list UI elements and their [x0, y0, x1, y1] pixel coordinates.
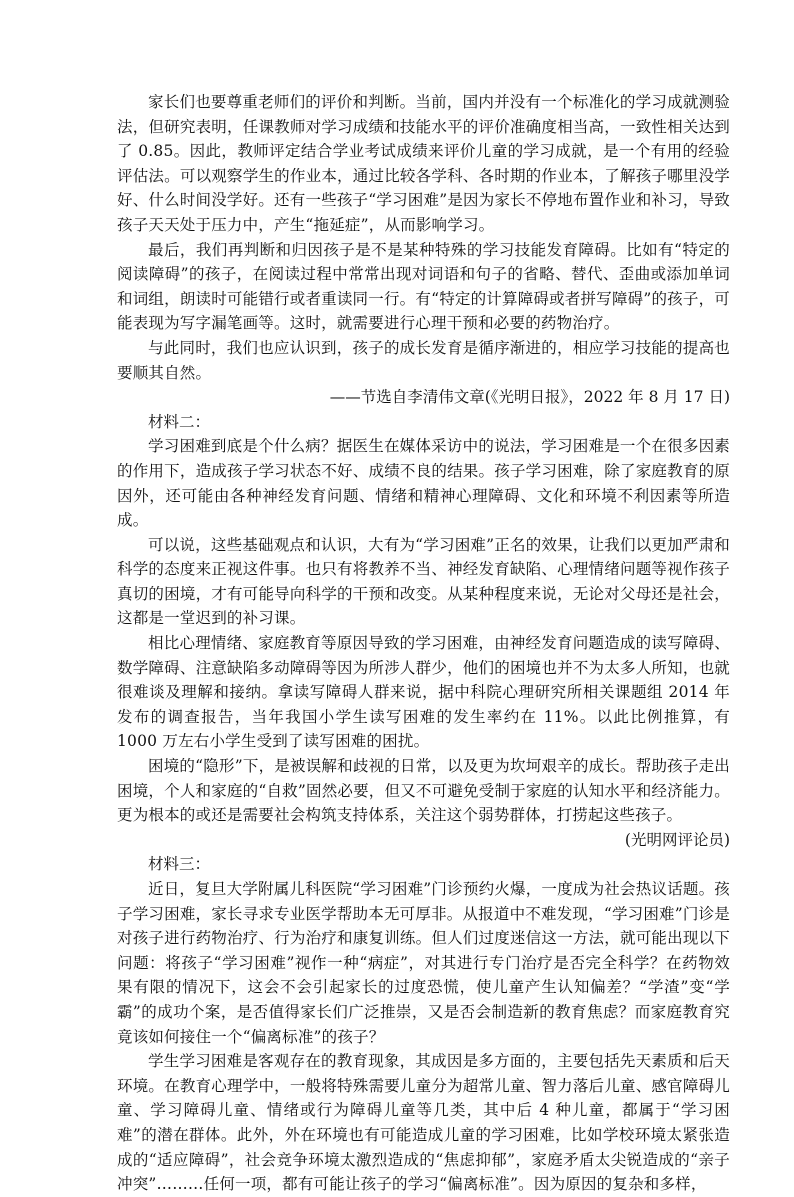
- material-three-heading: 材料三：: [148, 855, 211, 874]
- paragraph: 家长们也要尊重老师们的评价和判断。当前，国内并没有一个标准化的学习成就测验法，但研究表明，任课教师对学习成绩和技能水平的评价准确度相当高，一致性相关达到了 0.85。因此，教师评定结合学业考试成绩来评价儿童的学习成就，是一个有用的经验评估法。可以观察学生的作业本，通过比较各学科、各时期的作业本，了解孩子哪里没学好、什么时间没学好。还有一些孩子“学习困难”是因为家长不停地布置作业和补习，导致孩子天天处于压力中，产生“拖延症”，从而影响学习。: [117, 93, 730, 234]
- paragraph: 困境的“隐形”下，是被误解和歧视的日常，以及更为坎坷艰辛的成长。帮助孩子走出困境，个人和家庭的“自救”固然必要，但又不可避免受制于家庭的认知水平和经济能力。更为根本的或还是需要社会构筑支持体系，关注这个弱势群体，打捞起这些孩子。: [117, 757, 730, 825]
- paragraph: 最后，我们再判断和归因孩子是不是某种特殊的学习技能发育障碍。比如有“特定的阅读障碍”的孩子，在阅读过程中常常出现对词语和句子的省略、替代、歪曲或添加单词和词组，朗读时可能错行或者重读同一行。有“特定的计算障碍或者拼写障碍”的孩子，可能表现为写字漏笔画等。这时，就需要进行心理干预和必要的药物治疗。: [117, 240, 730, 333]
- paragraph: 学生学习困难是客观存在的教育现象，其成因是多方面的，主要包括先天素质和后天环境。在教育心理学中，一般将特殊需要儿童分为超常儿童、智力落后儿童、感官障碍儿童、学习障碍儿童、情绪或行为障碍儿童等几类，其中后 4 种儿童，都属于“学习困难”的潜在群体。此外，外在环境也有可能造成儿童的学习困难，比如学校环境太紧张造成的“适应障碍”，社会竞争环境太激烈造成的“焦虑抑郁”，家庭矛盾太尖锐造成的“亲子冲突”………任何一项，都有可能让孩子的学习“偏离标准”。因为原因的复杂和多样，: [117, 1052, 730, 1194]
- paragraph: 学习困难到底是个什么病？据医生在媒体采访中的说法，学习困难是一个在很多因素的作用下，造成孩子学习状态不好、成绩不良的结果。孩子学习困难，除了家庭教育的原因外，还可能由各种神经发育问题、情绪和精神心理障碍、文化和环境不利因素等所造成。: [117, 437, 730, 530]
- paragraph: 近日，复旦大学附属儿科医院“学习困难”门诊预约火爆，一度成为社会热议话题。孩子学习困难，家长寻求专业医学帮助本无可厚非。从报道中不难发现，“学习困难”门诊是对孩子进行药物治疗、行为治疗和康复训练。但人们过度迷信这一方法，就可能出现以下问题：将孩子“学习困难”视作一种“病症”，对其进行专门治疗是否完全科学？在药物效果有限的情况下，这会不会引起家长的过度恐慌，使儿童产生认知偏差？“学渣”变“学霸”的成功个案，是否值得家长们广泛推崇，又是否会制造新的教育焦虑？而家庭教育究竟该如何接住一个“偏离标准”的孩子？: [117, 880, 730, 1046]
- paragraph: 可以说，这些基础观点和认识，大有为“学习困难”正名的效果，让我们以更加严肃和科学的态度来正视这件事。也只有将教养不当、神经发育缺陷、心理情绪问题等视作孩子真切的困境，才有可能导向科学的干预和改变。从某种程度来说，无论对父母还是社会，这都是一堂迟到的补习课。: [117, 535, 730, 628]
- paragraph: 与此同时，我们也应认识到，孩子的成长发育是循序渐进的，相应学习技能的提高也要顺其自然。: [117, 338, 730, 382]
- source-citation-2: (光明网评论员): [624, 830, 730, 849]
- source-citation-1: ——节选自李清伟文章(《光明日报》，2022 年 8 月 17 日): [329, 388, 730, 407]
- paragraph: 相比心理情绪、家庭教育等原因导致的学习困难，由神经发育问题造成的读写障碍、数学障碍、注意缺陷多动障碍等因为所涉人群少，他们的困境也并不为太多人所知，也就很难谈及理解和接纳。拿读写障碍人群来说，据中科院心理研究所相关课题组 2014 年发布的调查报告，当年我国小学生读写困难的发生率约在 11%。以此比例推算，有 1000 万左右小学生受到了读写困难的困扰。: [117, 634, 730, 751]
- material-two-heading: 材料二：: [148, 412, 211, 431]
